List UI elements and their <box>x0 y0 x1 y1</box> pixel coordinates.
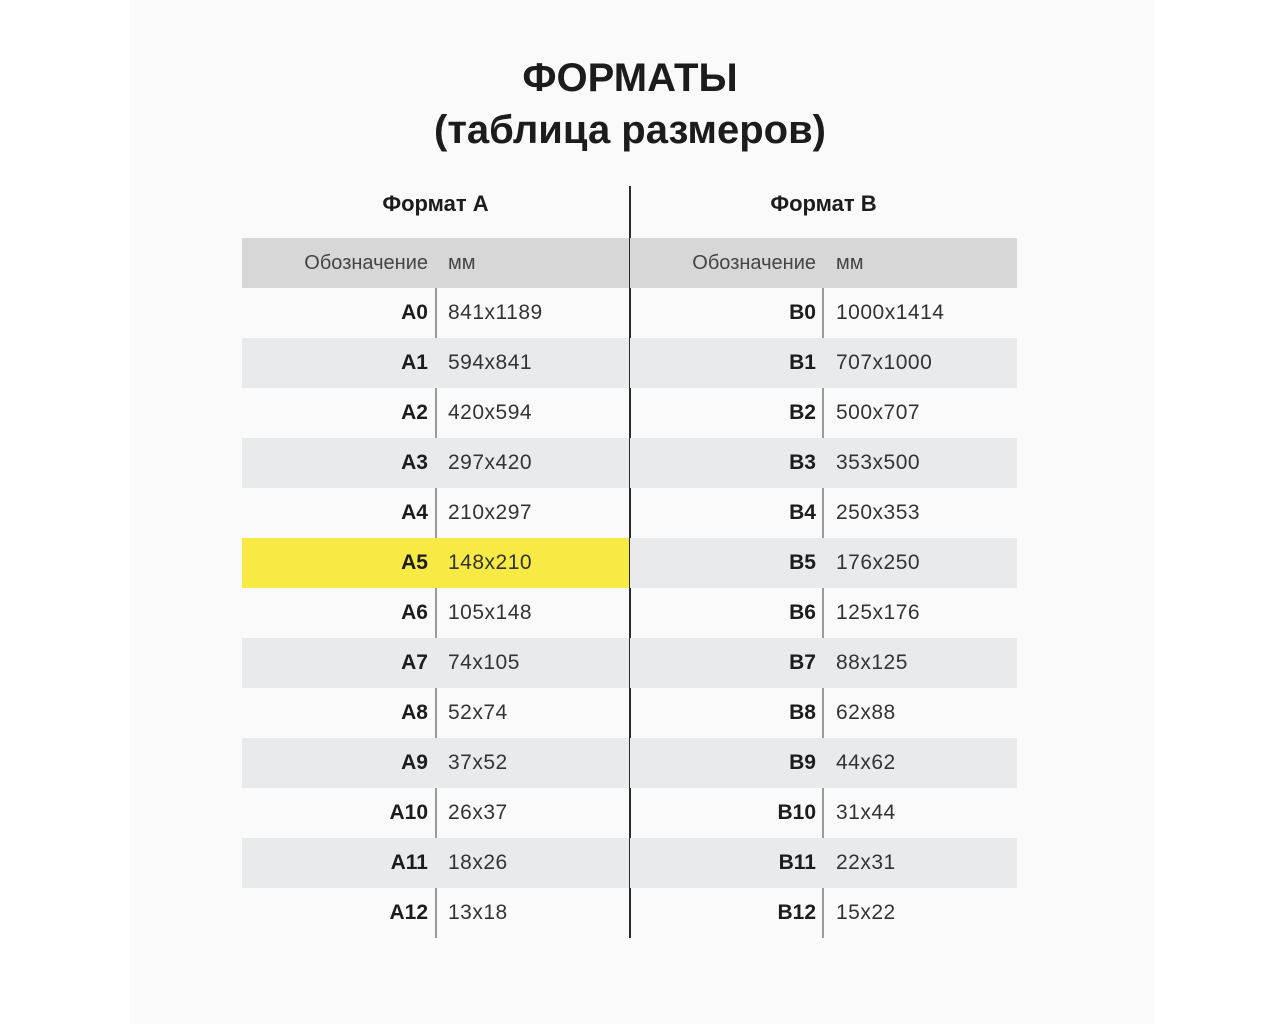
table-row <box>242 838 629 888</box>
format-code: B0 <box>789 301 816 324</box>
format-size-mm: 148x210 <box>448 551 533 574</box>
table-row <box>242 538 629 588</box>
format-size-mm: 26x37 <box>448 801 508 824</box>
format-size-mm: 707x1000 <box>836 351 933 374</box>
format-code: B6 <box>789 601 816 624</box>
column-header-code: Обозначение <box>692 251 816 274</box>
format-size-mm: 88x125 <box>836 651 908 674</box>
format-code: B12 <box>777 901 816 924</box>
table-row <box>630 388 1017 438</box>
format-size-mm: 297x420 <box>448 451 533 474</box>
format-a-heading: Формат А <box>382 191 489 216</box>
table-row <box>630 288 1017 338</box>
table-row <box>630 738 1017 788</box>
format-b-heading: Формат В <box>770 191 877 216</box>
table-row <box>242 788 629 838</box>
format-a-table <box>242 186 629 938</box>
column-header-code: Обозначение <box>304 251 428 274</box>
format-a-header-row <box>242 238 629 288</box>
title-line-2: (таблица размеров) <box>434 108 826 152</box>
format-size-mm: 176x250 <box>836 551 921 574</box>
table-row <box>242 438 629 488</box>
format-code: B7 <box>789 651 816 674</box>
table-row <box>630 488 1017 538</box>
format-size-mm: 52x74 <box>448 701 508 724</box>
format-code: A2 <box>401 401 428 424</box>
page-title <box>0 52 1260 156</box>
format-size-mm: 37x52 <box>448 751 508 774</box>
table-row <box>242 688 629 738</box>
format-size-mm: 105x148 <box>448 601 533 624</box>
table-row <box>242 638 629 688</box>
format-size-mm: 594x841 <box>448 351 533 374</box>
format-code: B2 <box>789 401 816 424</box>
format-b-header-row <box>630 238 1017 288</box>
format-size-mm: 125x176 <box>836 601 921 624</box>
table-row <box>630 888 1017 938</box>
table-row <box>242 738 629 788</box>
table-row <box>242 338 629 388</box>
format-code: A7 <box>401 651 428 674</box>
format-code: B8 <box>789 701 816 724</box>
table-row <box>630 638 1017 688</box>
format-code: B3 <box>789 451 816 474</box>
format-size-mm: 353x500 <box>836 451 921 474</box>
format-code: A5 <box>401 551 428 574</box>
column-header-mm: мм <box>448 251 476 274</box>
table-row <box>630 538 1017 588</box>
format-size-mm: 500x707 <box>836 401 921 424</box>
format-code: B9 <box>789 751 816 774</box>
column-header-mm: мм <box>836 251 864 274</box>
format-size-mm: 74x105 <box>448 651 520 674</box>
table-row <box>630 438 1017 488</box>
format-code: A11 <box>390 851 428 874</box>
format-code: A9 <box>401 751 428 774</box>
format-b-table <box>630 186 1017 938</box>
format-code: A0 <box>401 301 428 324</box>
format-code: A8 <box>401 701 428 724</box>
format-size-mm: 1000x1414 <box>836 301 945 324</box>
format-size-mm: 44x62 <box>836 751 896 774</box>
format-code: B1 <box>789 351 816 374</box>
table-row <box>242 288 629 338</box>
table-row <box>242 488 629 538</box>
format-code: A10 <box>389 801 428 824</box>
table-row <box>630 588 1017 638</box>
format-code: A1 <box>401 351 428 374</box>
format-code: B5 <box>789 551 816 574</box>
table-row <box>630 338 1017 388</box>
format-size-mm: 13x18 <box>448 901 508 924</box>
format-size-mm: 15x22 <box>836 901 896 924</box>
format-code: B11 <box>778 851 816 874</box>
format-size-mm: 420x594 <box>448 401 533 424</box>
format-code: A4 <box>401 501 428 524</box>
table-row <box>242 888 629 938</box>
table-row <box>630 688 1017 738</box>
format-code: A3 <box>401 451 428 474</box>
format-code: A6 <box>401 601 428 624</box>
format-size-mm: 31x44 <box>836 801 896 824</box>
format-code: B4 <box>789 501 816 524</box>
format-size-mm: 250x353 <box>836 501 921 524</box>
title-line-1: ФОРМАТЫ <box>522 56 738 100</box>
format-size-mm: 18x26 <box>448 851 508 874</box>
format-size-mm: 210x297 <box>448 501 533 524</box>
format-size-mm: 22x31 <box>836 851 896 874</box>
table-row <box>242 388 629 438</box>
table-row <box>630 788 1017 838</box>
table-row <box>630 838 1017 888</box>
format-size-mm: 841x1189 <box>448 301 543 324</box>
format-code: B10 <box>777 801 816 824</box>
format-code: A12 <box>389 901 428 924</box>
table-row <box>242 588 629 638</box>
format-size-mm: 62x88 <box>836 701 896 724</box>
